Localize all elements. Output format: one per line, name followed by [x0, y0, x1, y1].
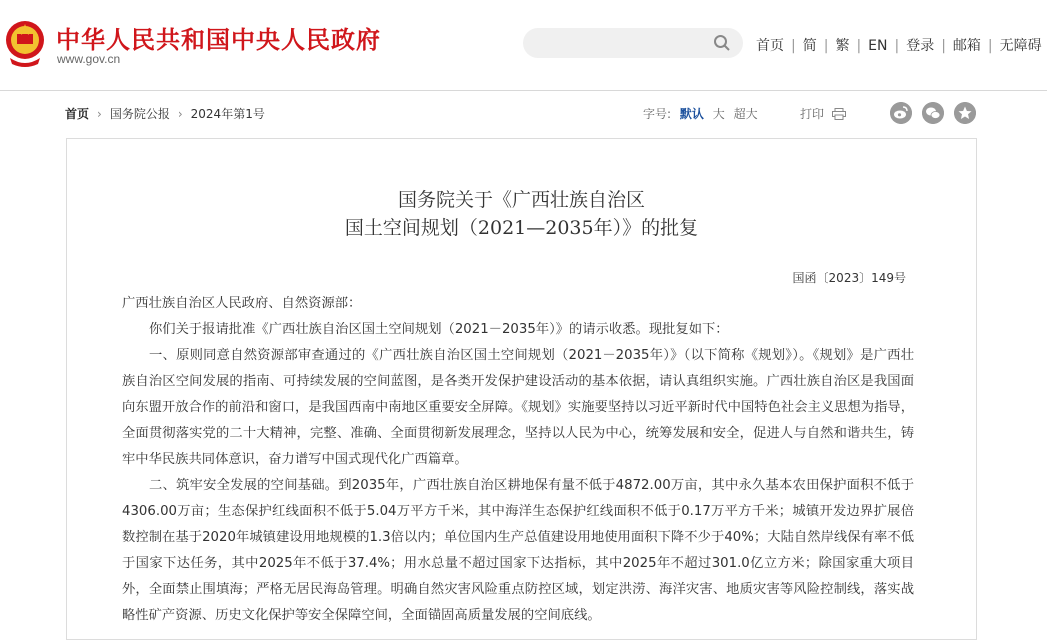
wechat-icon[interactable] — [922, 102, 944, 124]
font-size-xlarge[interactable]: 超大 — [733, 107, 758, 121]
nav-mailbox[interactable]: 邮箱 — [952, 38, 981, 54]
font-size-controls — [643, 105, 758, 122]
font-size-large[interactable]: 大 — [712, 107, 725, 121]
document-number: 国函〔2023〕149号 — [792, 271, 906, 285]
nav-traditional[interactable]: 繁 — [835, 38, 850, 54]
article-title-line1: 国务院关于《广西壮族自治区 — [397, 189, 645, 211]
breadcrumb-home[interactable]: 首页 — [65, 107, 90, 121]
font-size-default[interactable]: 默认 — [679, 107, 704, 121]
nav-accessibility[interactable]: 无障碍 — [999, 38, 1042, 54]
search-icon[interactable] — [713, 34, 731, 52]
chevron-right-icon: › — [177, 107, 183, 121]
site-header — [0, 0, 1047, 91]
search-input[interactable] — [523, 28, 743, 58]
print-button[interactable] — [800, 105, 846, 122]
breadcrumb-issue[interactable]: 2024年第1号 — [190, 107, 265, 121]
nav-divider: | — [856, 38, 862, 54]
printer-icon — [832, 108, 846, 120]
nav-divider: | — [941, 38, 946, 54]
breadcrumb — [65, 105, 265, 122]
site-title[interactable]: 中华人民共和国中央人民政府 — [56, 25, 381, 54]
article-title-line2: 国土空间规划（2021—2035年）》的批复 — [344, 217, 699, 239]
paragraph-3: 二、筑牢安全发展的空间基础。到2035年，广西壮族自治区耕地保有量不低于4872.00万亩，其中永久基本农田保护面积不低于4306.00万亩；生态保护红线面积不低于5.04万平方千米，其中海洋生态保护红线面积不低于0.17万平方千米；城镇开发边界扩展倍数控制在基于2020年城镇建设用地规模的1.3倍以内；单位国内生产总值建设用地使用面积下降不少于40%；大陆自然岸线保有率不低于国家下达任务，其中2025年不低于37.4%；用水总量不超过国家下达指标，其中2025年不超过301.0亿立方米；除国家重大项目外，全面禁止围填海；严格无居民海岛管理。明确自然灾害风险重点防控区域，划定洪涝、海洋灾害、地质灾害等风险控制线，落实战略性矿产资源、历史文化保护等安全保障空间，全面锚固高质量发展的空间底线。 — [122, 478, 914, 623]
nav-simplified[interactable]: 简 — [802, 38, 817, 54]
paragraph-1: 你们关于报请批准《广西壮族自治区国土空间规划（2021－2035年）》的请示收悉。现批复如下： — [149, 322, 729, 337]
favorite-icon[interactable] — [954, 102, 976, 124]
article-panel — [66, 138, 977, 640]
nav-divider: | — [894, 38, 900, 54]
nav-divider: | — [791, 38, 796, 54]
chevron-right-icon: › — [97, 107, 102, 121]
print-label: 打印 — [800, 107, 825, 121]
top-nav — [756, 35, 1042, 55]
font-size-label: 字号: — [643, 107, 672, 121]
addressee: 广西壮族自治区人民政府、自然资源部： — [122, 296, 362, 311]
paragraph-2: 一、原则同意自然资源部审查通过的《广西壮族自治区国土空间规划（2021－2035年）》（以下简称《规划》）。《规划》是广西壮族自治区空间发展的指南、可持续发展的空间蓝图，是各类开发保护建设活动的基本依据，请认真组织实施。广西壮族自治区是我国面向东盟开放合作的前沿和窗口，是我国西南中南地区重要安全屏障。《规划》实施要坚持以习近平新时代中国特色社会主义思想为指导，全面贯彻落实党的二十大精神，完整、准确、全面贯彻新发展理念，坚持以人民为中心，统筹发展和安全，促进人与自然和谐共生，铸牢中华民族共同体意识，奋力谱写中国式现代化广西篇章。 — [122, 348, 914, 467]
site-url[interactable]: www.gov.cn — [57, 52, 121, 66]
weibo-icon[interactable] — [890, 102, 912, 124]
breadcrumb-section[interactable]: 国务院公报 — [109, 107, 170, 121]
nav-english[interactable]: EN — [868, 38, 888, 54]
nav-divider: | — [823, 38, 829, 54]
national-emblem-icon[interactable] — [4, 18, 46, 68]
nav-home[interactable]: 首页 — [756, 38, 784, 54]
nav-login[interactable]: 登录 — [906, 38, 935, 54]
nav-divider: | — [987, 38, 993, 54]
